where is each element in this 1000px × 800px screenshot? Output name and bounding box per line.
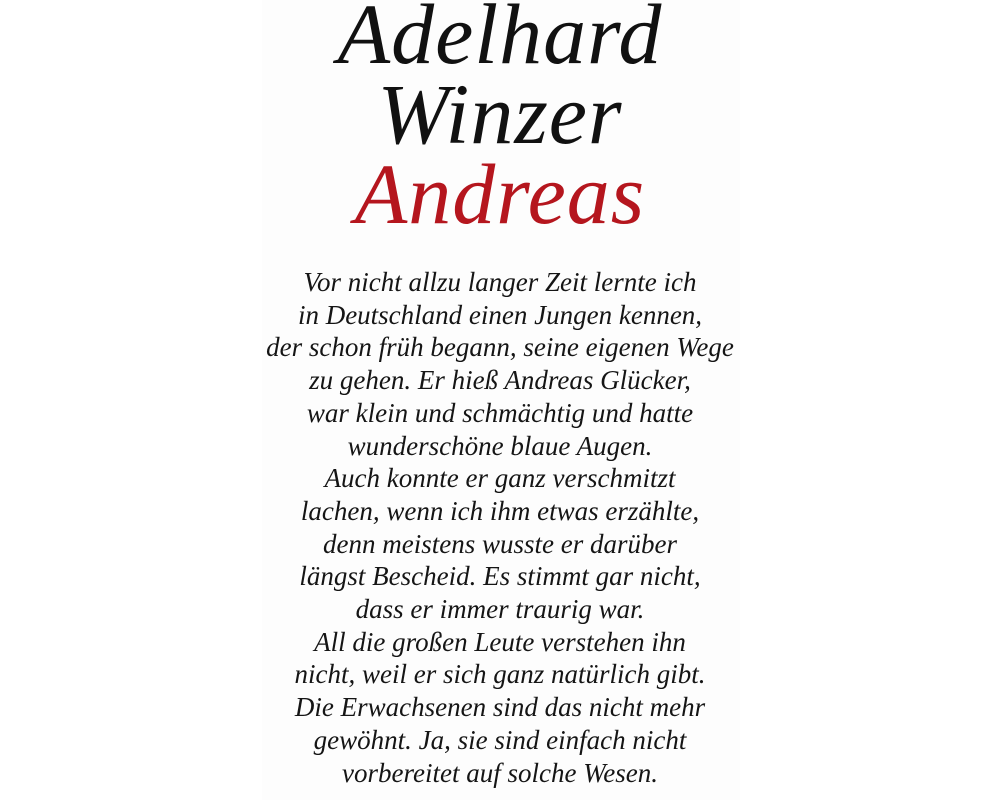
author-first-name: Adelhard [337, 0, 663, 82]
blurb-line: der schon früh begann, seine eigenen Wege [266, 332, 734, 363]
blurb-line: All die großen Leute verstehen ihn [314, 626, 686, 657]
blurb-line: dass er immer traurig war. [355, 594, 645, 625]
blurb-line: gewöhnt. Ja, sie sind einfach nicht [313, 724, 687, 755]
blurb-line: wunderschöne blaue Augen. [347, 430, 653, 461]
blurb-line: lachen, wenn ich ihm etwas erzählte, [300, 495, 700, 526]
blurb-line: in Deutschland einen Jungen kennen, [297, 299, 703, 330]
blurb-line: Auch konnte er ganz verschmitzt [324, 463, 676, 494]
blurb-text [0, 266, 1000, 789]
blurb-line: Die Erwachsenen sind das nicht mehr [294, 692, 706, 723]
blurb-line: längst Bescheid. Es stimmt gar nicht, [299, 561, 701, 592]
blurb-line: zu gehen. Er hieß Andreas Glücker, [309, 365, 691, 396]
book-title: Andreas [354, 146, 646, 242]
blurb-line: Vor nicht allzu langer Zeit lernte ich [303, 267, 697, 297]
blurb-line: nicht, weil er sich ganz natürlich gibt. [294, 659, 706, 690]
blurb-line: war klein und schmächtig und hatte [306, 397, 694, 428]
blurb-line: vorbereitet auf solche Wesen. [342, 757, 658, 788]
author-last-name: Winzer [377, 66, 623, 162]
blurb-line: denn meistens wusste er darüber [323, 528, 677, 559]
